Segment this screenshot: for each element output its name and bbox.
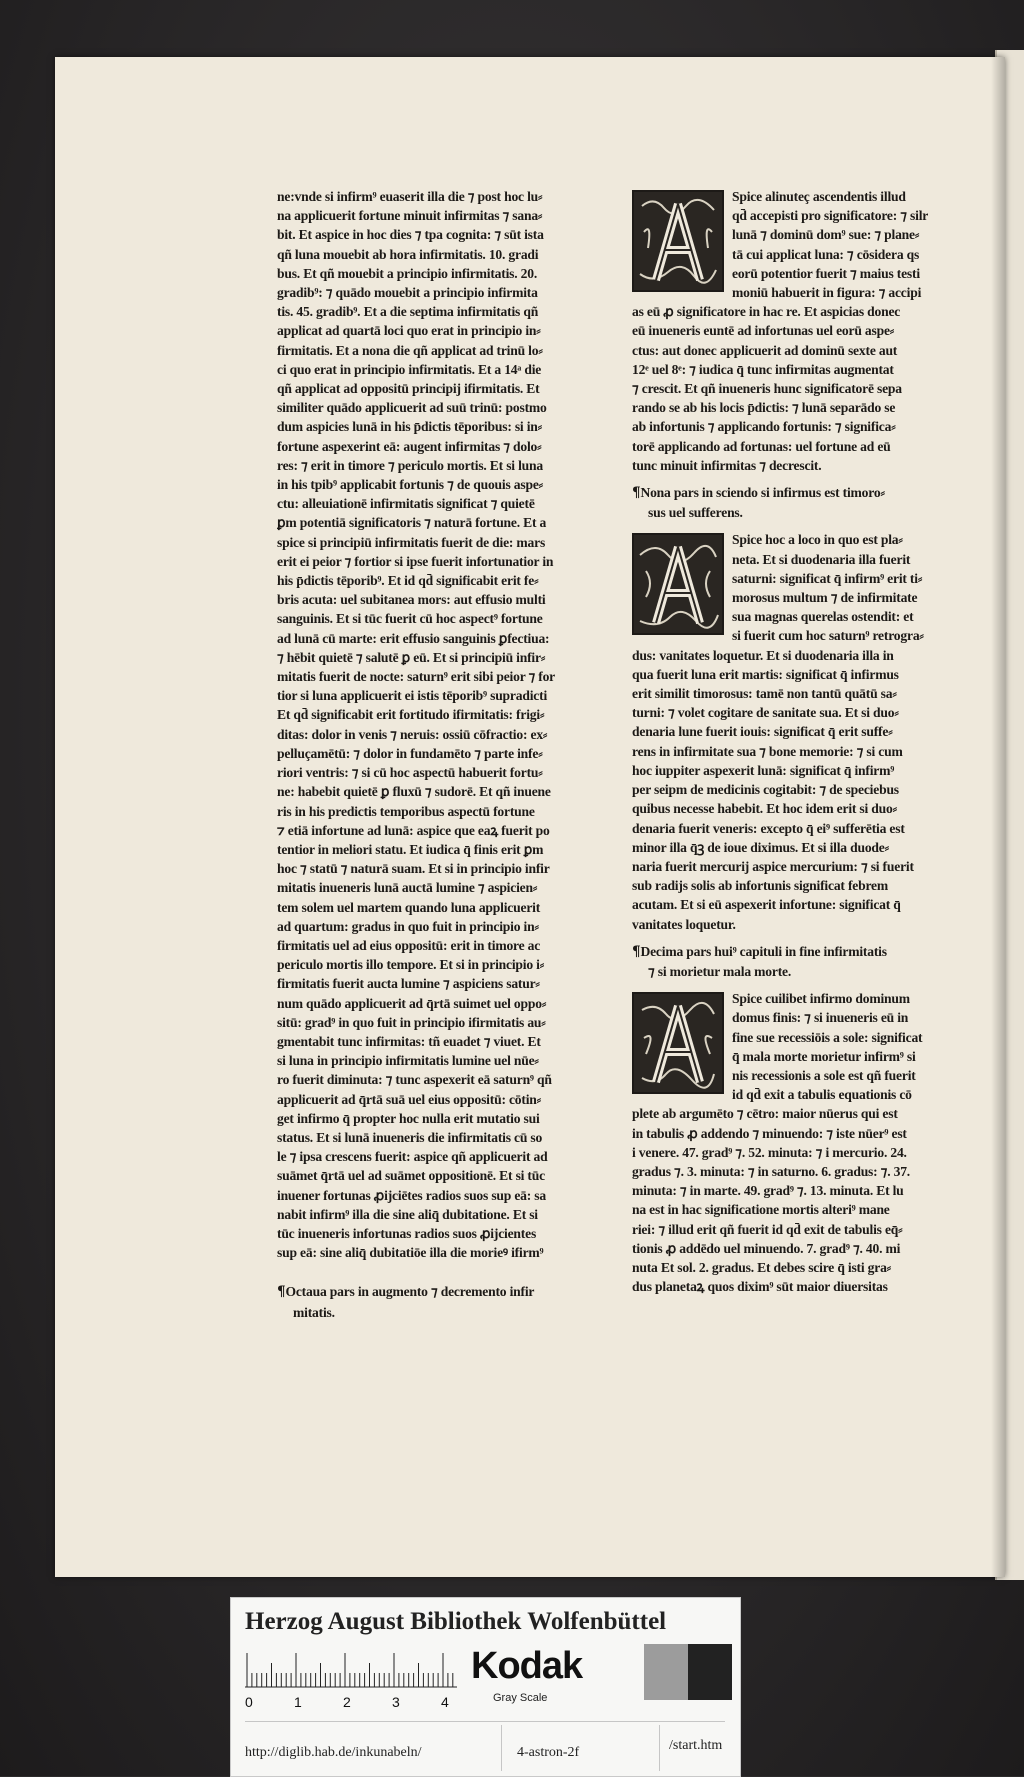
text-line: dum aspicies lunā in his p̄dictis tēporibus: si in⸗ [277,419,542,435]
text-line: status. Et si lunā inueneris die infirmitatis cū so [277,1129,543,1145]
text-line: as eū ꝓ significatore in hac re. Et aspicias donec [632,304,901,320]
heading-line: Nona pars in sciendo si infirmus est timoro⸗ [640,485,885,501]
paragraph-aspice-cuilibet [632,989,965,1296]
text-line: lunā ⁊ dominū dom⁹ sue: ⁊ plane⸗ [732,227,920,243]
text-line: nuta Et sol. 2. gradus. Et debes scire q̄ isti gra⸗ [632,1259,891,1275]
ruler-number: 0 [245,1694,253,1710]
shelfmark: 4-astron-2f [517,1745,580,1760]
text-line: ctus: aut donec applicuerit ad dominū sexte aut [632,342,898,358]
text-line: rando se ab his locis p̄dictis: ⁊ lunā separādo se [632,400,896,416]
pilcrow-icon: ¶ [632,943,641,960]
text-line: num quādo applicuerit ad q̄rtā suimet uel oppo⸗ [277,995,547,1011]
left-column-text [277,187,610,1262]
text-line: sitū: grad⁹ in quo fuit in principio ifirmitatis au⸗ [277,1014,546,1030]
text-line: saturni: significat q̄ infirm⁹ erit ti⸗ [732,570,923,586]
text-line: qd̄ accepisti pro significatore: ⁊ silr [732,208,929,224]
ruler-number: 1 [294,1694,302,1710]
text-line: tā cui applicat luna: ⁊ cōsidera qs [732,246,920,262]
text-line: firmitatis. Et a nona die qñ applicat ad trinū lo⸗ [277,342,543,358]
text-line: Et qd̄ significabit erit fortitudo ifirmitatis: frigi⸗ [277,707,545,723]
text-line: Spice cuilibet infirmo dominum [732,991,910,1007]
label-divider [501,1725,502,1771]
text-line: ro fuerit diminuta: ⁊ tunc aspexerit eā saturn⁹ qñ [277,1072,552,1088]
text-line: per seipm de medicinis cogitabit: ⁊ de speciebus [632,782,899,798]
text-line: qñ luna mouebit ab hora infirmitatis. 10. gradi [277,246,539,262]
text-line: dus: vanitates loquetur. Et si duodenaria illa in [632,647,894,663]
label-divider [245,1721,725,1722]
text-line: na est in hac significatione mortis alteri⁹ mane [632,1202,890,1218]
text-line: neta. Et si duodenaria illa fuerit [732,551,911,567]
text-line: ris in his predictis temporibus aspectū fortune [277,803,535,819]
ruler-number: 2 [343,1694,351,1710]
text-line: eū inueneris euntē ad infortunas uel eorū aspe⸗ [632,323,895,339]
text-line: fortune aspexerint eā: augent infirmitas ⁊ dolo⸗ [277,438,542,454]
heading-line: sus uel sufferens. [648,505,743,521]
ruler-number: 4 [441,1694,449,1710]
text-line: tentior in meliori statu. Et iudica q̄ finis erit ꝑm [277,841,544,857]
decorated-initial-a-icon [632,992,724,1094]
text-line: Spice alinuteç ascendentis illud [732,189,906,204]
gray-scale-label: Gray Scale [493,1692,548,1704]
text-line: fine sue recessiōis a sole: significat [732,1029,923,1045]
text-line: bris acuta: uel subitanea mors: aut effusio multi [277,592,546,608]
pilcrow-icon: ¶ [277,1284,286,1301]
text-line: suāmet q̄rtā uel ad suāmet oppositionē. Et si tūc [277,1168,545,1184]
text-line: riei: ⁊ illud erit qñ fuerit id qd̄ exit de tabulis eq̄⸗ [632,1221,903,1237]
text-line: erit similit timorosus: tamē non tantū quātū sa⸗ [632,686,897,702]
heading-line: Octaua pars in augmento ⁊ decremento infir [285,1284,535,1300]
paragraph-aspice-almutez [632,187,965,475]
text-line: hoc ⁊ statū ⁊ naturā suam. Et si in principio infir [277,861,550,877]
text-line: erit ei peior ⁊ fortior si ipse fuerit infortunatior in [277,553,554,569]
text-line: gradus ⁊. 3. minuta: ⁊ in saturno. 6. gradus: ⁊. 37. [632,1163,911,1179]
text-line: vanitates loquetur. [632,916,736,932]
text-line: gradib⁹: ⁊ quādo mouebit a principio infirmita [277,285,538,301]
text-line: ⁊ etiā infortune ad lunā: aspice que eaꝝ fuerit po [277,822,550,838]
decorated-initial-a-icon [632,533,724,635]
decorated-initial-a-icon [632,190,724,292]
text-line: get infirmo q̄ propter hoc nulla erit mutatio sui [277,1110,540,1126]
text-line: q̄ mala morte morietur infirm⁹ si [732,1048,916,1064]
dark-swatch [688,1644,732,1700]
text-line: le ⁊ ipsa crescens fuerit: aspice qñ applicuerit ad [277,1149,548,1165]
archive-label [230,1597,741,1777]
text-line: i venere. 47. grad⁹ ⁊. 52. minuta: ⁊ i mercurio. 24. [632,1144,907,1160]
text-line: tem solem uel martem quando luna applicuerit [277,899,541,915]
text-line: sanguinis. Et si tūc fuerit cū hoc aspect⁹ fortune [277,611,543,627]
text-line: pelluçamētū: ⁊ dolor in fundamēto ⁊ parte infe⸗ [277,745,543,761]
text-line: ad quartum: gradus in quo fuit in principio in⸗ [277,918,539,934]
text-line: in tabulis ꝓ addendo ⁊ minuendo: ⁊ iste nūer⁹ est [632,1125,907,1141]
text-line: tionis ꝓ addēdo uel minuendo. 7. grad⁹ ⁊. 40. mi [632,1240,901,1256]
text-line: id qd̄ exit a tabulis equationis cō [732,1087,912,1103]
text-line: quibus necesse habebit. Et hoc idem erit si duo⸗ [632,801,897,817]
text-line: tior si luna applicuerit ei istis tēporib⁹ supradicti [277,688,548,704]
text-line: naria fuerit mercurij aspice mercurium: ⁊ si fuerit [632,858,914,874]
text-line: in his tpib⁹ applicabit fortunis ⁊ de quouis aspe⸗ [277,477,543,493]
text-line: turni: ⁊ volet cogitare de sanitate sua. Et si duo⸗ [632,705,899,721]
text-line: minuta: ⁊ in marte. 49. grad⁹ ⁊. 13. minuta. Et lu [632,1183,904,1199]
text-line: nabit infirm⁹ illa die sine aliq̄ dubitatione. Et si [277,1206,538,1222]
text-line: 12ᵉ uel 8ᵉ: ⁊ iudica q̄ tunc infirmitas augmentat [632,361,894,377]
heading-line: Decima pars hui⁹ capituli in fine infirmitatis [640,943,887,959]
text-line: denaria fuerit veneris: excepto q̄ ei⁹ sufferētia est [632,820,905,836]
text-line: firmitatis uel ad eius oppositū: erit in timore ac [277,937,541,953]
source-url: http://diglib.hab.de/inkunabeln/ [245,1745,422,1760]
text-line: ne:vnde si infirm⁹ euaserit illa die ⁊ post hoc lu⸗ [277,189,543,204]
text-line: si fuerit cum hoc saturn⁹ retrogra⸗ [732,628,924,644]
text-line: ne: habebit quietē ꝑ fluxū ⁊ sudorē. Et qñ inuene [277,784,551,800]
text-line: domus finis: ⁊ si inueneris eū in [732,1010,909,1026]
text-line: his p̄dictis tēporib⁹. Et id qd̄ significabit erit fe⸗ [277,573,539,589]
start-link: /start.htm [669,1738,723,1753]
text-line: qñ applicat ad oppositū principij ifirmitatis. Et [277,381,540,397]
text-line: spice si principiū infirmitatis fuerit de die: mars [277,534,546,550]
text-line: na applicuerit fortune minuit infirmitas ⁊ sana⸗ [277,208,543,224]
text-line: firmitatis fuerit aucta lumine ⁊ aspiciens satur⸗ [277,976,540,992]
text-line: ꝑm potentiā significatoris ⁊ naturā fortune. Et a [277,515,547,531]
text-line: ci quo erat in principio infirmitatis. Et a 14ᵃ die [277,361,542,377]
text-line: nis recessionis a sole est qñ fuerit [732,1067,916,1083]
text-line: mitatis fuerit de nocte: saturn⁹ erit sibi peior ⁊ for [277,669,556,685]
grey-swatch [644,1644,688,1700]
heading-octaua-pars [277,1282,610,1321]
text-line: eorū potentior fuerit ⁊ maius testi [732,265,920,281]
left-column [277,187,610,1322]
text-line: ditas: dolor in venis ⁊ neruis: ossiū cōfractio: ex⸗ [277,726,548,742]
text-line: morosus multum ⁊ de infirmitate [732,590,918,606]
text-line: res: ⁊ erit in timore ⁊ periculo mortis. Et si luna [277,457,543,473]
kodak-logo: Kodak [471,1645,583,1687]
text-line: moniū habuerit in figura: ⁊ accipi [732,285,922,301]
text-line: denaria lune fuerit iouis: significat q̄ erit suffe⸗ [632,724,893,740]
ruler-number: 3 [392,1694,400,1710]
text-line: gmentabit tunc infirmitas: tñ euadet ⁊ viuet. Et [277,1033,541,1049]
text-line: plete ab argumēto ⁊ cētro: maior nūerus qui est [632,1106,898,1122]
text-line: ⁊ crescit. Et qñ inueneris hunc significatorē sepa [632,381,902,397]
text-line: riori ventris: ⁊ si cū hoc aspectū habuerit fortu⸗ [277,765,543,781]
pilcrow-icon: ¶ [632,485,641,502]
text-line: Spice hoc a loco in quo est pla⸗ [732,532,903,548]
text-line: tunc minuit infirmitas ⁊ decrescit. [632,457,822,473]
text-line: tūc inueneris infortunas radios suos ꝓijcientes [277,1225,537,1241]
text-line: applicuerit ad q̄rtā suā uel eius oppositū: cōtin⸗ [277,1091,541,1107]
right-column [632,187,965,1296]
text-line: qua fuerit luna erit martis: significat q̄ infirmus [632,666,899,682]
text-line: inuener fortunas ꝓijciētes radios suos sup eā: sa [277,1187,546,1203]
label-divider [659,1725,660,1771]
heading-nona-pars [632,483,965,522]
text-line: mitatis inueneris lunā auctā lumine ⁊ aspicien⸗ [277,880,538,896]
heading-line: mitatis. [293,1304,335,1320]
heading-decima-pars [632,942,965,981]
text-line: ad lunā cū marte: erit effusio sanguinis ꝑfectiua: [277,630,550,646]
paragraph-aspice-hoc [632,530,965,933]
text-line: applicat ad quartā loci quo erat in principio in⸗ [277,323,541,339]
text-line: sup eā: sine aliq̄ dubitatiōe illa die morieꝰ ifirm⁹ [277,1245,544,1261]
heading-line: ⁊ si morietur mala morte. [648,963,792,979]
text-line: sua magnas querelas ostendit: et [732,609,914,625]
text-line: torē applicando ad fortunas: uel fortune ad eū [632,438,891,454]
text-line: bit. Et aspice in hoc dies ⁊ tpa cognita: ⁊ sūt ista [277,227,544,243]
text-line: acutam. Et si eū aspexerit infortune: significat q̄ [632,897,901,913]
text-line: ctu: alleuiationē infirmitatis significat ⁊ quietē [277,496,535,512]
text-line: sub radijs solis ab infortunis significat febrem [632,878,889,894]
text-line: hoc iuppiter aspexerit lunā: significat q̄ infirm⁹ [632,762,895,778]
text-line: tis. 45. gradib⁹. Et a die septima infirmitatis qñ [277,304,539,320]
text-line: similiter quādo applicuerit ad suū trinū: postmo [277,400,547,416]
text-line: minor illa q̄ꝫ de ioue diximus. Et si illa duode⸗ [632,839,889,855]
text-line: si luna in principio infirmitatis lumine uel nūe⸗ [277,1053,539,1069]
text-line: rens in infirmitate sua ⁊ bone memorie: ⁊ si cum [632,743,903,759]
scale-ruler [245,1652,457,1688]
text-line: dus planetaꝝ quos dixim⁹ sūt maior diuersitas [632,1279,888,1295]
text-line: ab infortunis ⁊ applicando fortunis: ⁊ significa⸗ [632,419,896,435]
text-line: periculo mortis illo tempore. Et si in principio i⸗ [277,957,545,973]
text-line: ⁊ hēbit quietē ⁊ salutē ꝑ eū. Et si principiū infir⸗ [277,649,546,665]
library-name: Herzog August Bibliothek Wolfenbüttel [245,1608,667,1635]
text-line: bus. Et qñ mouebit a principio infirmitatis. 20. [277,265,538,281]
